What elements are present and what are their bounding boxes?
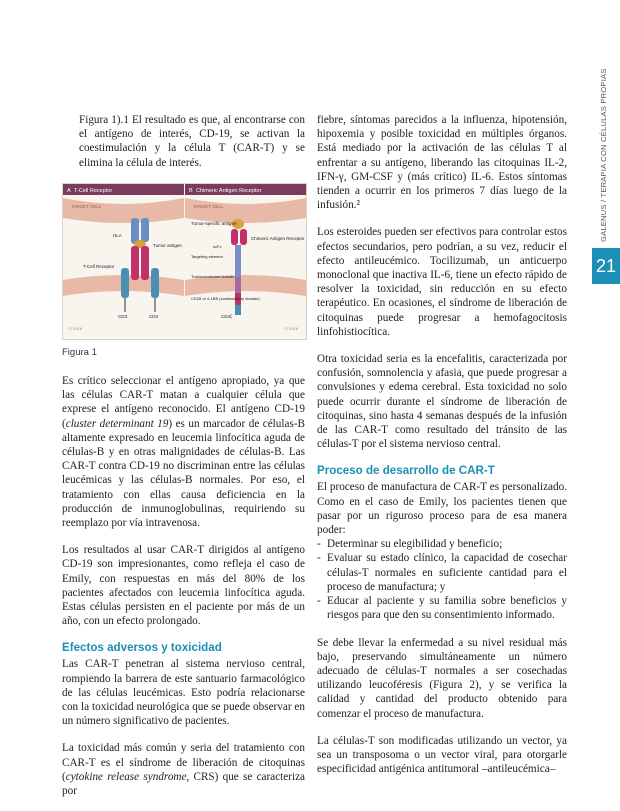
car-label: Chimeric Antigen Receptor bbox=[251, 235, 305, 241]
running-head: GALENUS / TERAPIA CON CÉLULAS PROPIAS bbox=[599, 68, 608, 242]
paragraph-encephalitis: Otra toxicidad seria es la encefalitis, caracterizada por confusión, somnolencia y afasia, que puede progresar a convulsiones y edema cerebral. Esta toxicidad no solo puede ocurrir durante el síndrome de liberación de citoquinas, sino hasta 4 semanas después de la infusión de las CAR-T como resultado del tránsito de las células-T por el sistema nervioso central. bbox=[317, 353, 567, 451]
hla-molecule bbox=[131, 218, 139, 244]
intro-paragraph: Figura 1).1 El resultado es que, al encontrarse con el antígeno de interés, CD-19, se activan la coestimulación y la célula T (CAR-T) y se elimina la célula de interés. bbox=[79, 114, 305, 169]
receptor-illustration bbox=[63, 184, 306, 339]
figure-1-car-t-diagram bbox=[62, 183, 307, 340]
panel-a-letter: A bbox=[67, 187, 71, 194]
paragraph-vector: La células-T son modificadas utilizando un vector, ya sea un transposoma o un vector viral, para otorgarle especificidad antigénica antitumoral –antileucémica– bbox=[317, 734, 567, 776]
panel-b-title: Chimeric Antigen Receptor bbox=[196, 187, 262, 194]
target-cell-label-b: TARGET CELL bbox=[193, 203, 224, 209]
scfv-label: scFv bbox=[213, 243, 222, 249]
hla-label: HLA bbox=[113, 232, 122, 238]
cd3-label-left: CD3 bbox=[118, 313, 128, 319]
right-column bbox=[317, 113, 567, 789]
tsa-label: Tumor-specific antigen bbox=[191, 220, 237, 226]
panel-a-title: T-Cell Receptor bbox=[74, 187, 113, 194]
cd3-left bbox=[121, 268, 129, 298]
list-item: - Evaluar su estado clínico, la capacidad de cosechar células-T normales en suficiente cantidad para el proceso de manufactura; y bbox=[317, 551, 567, 594]
list-item: - Educar al paciente y su familia sobre beneficios y riesgos para que den su consentimiento informado. bbox=[317, 594, 567, 622]
figure-caption: Figura 1 bbox=[62, 346, 97, 358]
paragraph-steroids: Los esteroides pueden ser efectivos para controlar estos efectos secundarios, pero podrían, a su vez, reducir el efecto antileucémico. Tocilizumab, un anticuerpo monoclonal que inactiva IL-6, tiene un efecto rápido de resolver la toxicidad, sin reducción en su efecto terapéutico. En ocasiones, el síndrome de liberación de citoquinas puede progresar a hemofagocitosis linfohistiocítica. bbox=[317, 226, 567, 338]
tumor-antigen-label: Tumor antigen bbox=[153, 242, 182, 248]
tcr-label: T-Cell Receptor bbox=[83, 263, 115, 269]
copyright-a: © 2016 bbox=[69, 325, 82, 331]
requirements-list bbox=[317, 537, 567, 622]
paragraph-symptoms: fiebre, síntomas parecidos a la influenza, hipotensión, hipoxemia y posible toxicidad en múltiples órganos. Está mediado por la activación de las células T al enfrentar a su antígeno, liberando las citoquinas IL-2, IFN-γ, GM-CSF y (más crítico) IL-6. Estos síntomas tienden a ocurrir en los primeros 7 días luego de la infusión.² bbox=[317, 114, 567, 212]
cd3-label-right: CD3 bbox=[149, 313, 159, 319]
cd3z-label: CD3ζ bbox=[221, 313, 232, 319]
car-stalk bbox=[235, 245, 241, 277]
tm-label: Transmembrane domain bbox=[191, 273, 235, 279]
targeting-label: Targeting element bbox=[191, 253, 223, 259]
paragraph-results: Los resultados al usar CAR-T dirigidos al antígeno CD-19 son impresionantes, como refleja el caso de Emily, con respuestas en más del 80% de los pacientes afectados con leucemia linfocítica aguda. Estas células persisten en el paciente por más de un año, con un efecto prolongado. bbox=[62, 544, 305, 628]
copyright-b: © 2016 bbox=[285, 325, 298, 331]
scfv-right bbox=[240, 229, 247, 245]
list-item: - Determinar su elegibilidad y beneficio; bbox=[317, 537, 567, 551]
heading-process: Proceso de desarrollo de CAR-T bbox=[317, 464, 495, 478]
paragraph-crs: La toxicidad más común y seria del tratamiento con CAR-T es el síndrome de liberación de citoquinas (cytokine release syndrome, CRS) que se caracteriza por bbox=[62, 742, 305, 798]
tcr-alpha bbox=[131, 246, 139, 280]
target-cell-label-a: TARGET CELL bbox=[71, 203, 102, 209]
heading-adverse-effects: Efectos adversos y toxicidad bbox=[62, 641, 222, 655]
page-number: 21 bbox=[592, 248, 620, 284]
cd28-label: CD28 or 4-1BB (costimulatory domain) bbox=[191, 295, 260, 301]
left-column bbox=[62, 113, 305, 811]
scfv-left bbox=[231, 229, 238, 245]
tcr-beta bbox=[141, 246, 149, 280]
paragraph-antigen: Es crítico seleccionar el antígeno apropiado, ya que las células CAR-T matan a cualquier célula que exprese el antígeno reconocido. El antígeno CD-19 (cluster determinant 19) es un marcador de células-B altamente expresado en leucemia linfocítica aguda de células-B y en otras malignidades de células-B. Las CAR-T contra CD-19 no discriminan entre las células leucémicas y las células-B normales. Por eso, el tratamiento con ellas causa deficiencia en la producción de inmunoglobulinas, requiriendo su reemplazo por vía intravenosa. bbox=[62, 375, 305, 530]
cd3-right bbox=[151, 268, 159, 298]
paragraph-manufacturing: El proceso de manufactura de CAR-T es personalizado. Como en el caso de Emily, los pacientes tienen que pasar por un riguroso proceso para de esa manera poder: bbox=[317, 481, 567, 537]
paragraph-cns: Las CAR-T penetran al sistema nervioso central, rompiendo la barrera de este santuario farmacológico de las células leucémicas. Esto podría relacionarse con la toxicidad neurológica que se puede observar en un número significativo de pacientes. bbox=[62, 658, 305, 728]
panel-b-letter: B bbox=[189, 187, 193, 194]
paragraph-leukapheresis: Se debe llevar la enfermedad a su nivel residual más bajo, preservando simultáneamente un número adecuado de células-T normales a ser cosechadas utilizando leucoféresis (Figura 2), y se verifica la calidad y cantidad del producto obtenido para comenzar el proceso de manufactura. bbox=[317, 636, 567, 720]
